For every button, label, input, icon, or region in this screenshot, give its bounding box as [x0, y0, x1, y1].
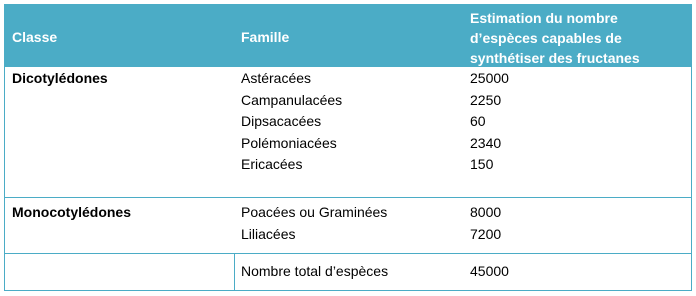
valeur-cell: 150	[470, 156, 494, 172]
row-valeurs-dicotyledones	[470, 68, 509, 176]
total-label-cell	[241, 261, 388, 283]
row-valeurs-monocotyledones	[470, 202, 501, 245]
valeur-cell: 2250	[470, 91, 502, 108]
valeur-cell: 2340	[470, 134, 502, 151]
valeur-cell: 7200	[470, 225, 502, 242]
header-classe: Classe	[12, 29, 58, 45]
row-divider	[5, 197, 691, 198]
famille-cell: Poacées ou Graminées	[241, 204, 388, 220]
famille-cell: Liliacées	[241, 225, 296, 242]
valeur-cell: 60	[470, 113, 486, 129]
row-classe-monocotyledones	[12, 202, 131, 224]
famille-cell: Polémoniacées	[241, 134, 337, 151]
total-left-border	[234, 254, 235, 291]
classe-label: Monocotylédones	[12, 204, 132, 220]
fructane-species-table	[4, 4, 692, 291]
row-classe-dicotyledones	[12, 68, 108, 90]
total-label: Nombre total d’espèces	[241, 263, 389, 279]
famille-cell: Dipsacacées	[241, 113, 322, 129]
header-famille: Famille	[241, 29, 290, 45]
header-estimation: Estimation du nombre d’espèces capables de synthétiser des fructanes	[470, 10, 640, 66]
famille-cell: Campanulacées	[241, 91, 343, 108]
table-header	[5, 5, 691, 67]
row-familles-monocotyledones	[241, 202, 387, 245]
total-value-cell	[470, 261, 509, 283]
valeur-cell: 8000	[470, 204, 502, 220]
famille-cell: Ericacées	[241, 156, 303, 172]
famille-cell: Astéracées	[241, 70, 312, 86]
total-value: 45000	[470, 263, 509, 279]
row-familles-dicotyledones	[241, 68, 342, 176]
valeur-cell: 25000	[470, 70, 509, 86]
classe-label: Dicotylédones	[12, 70, 108, 86]
row-divider	[5, 253, 691, 254]
